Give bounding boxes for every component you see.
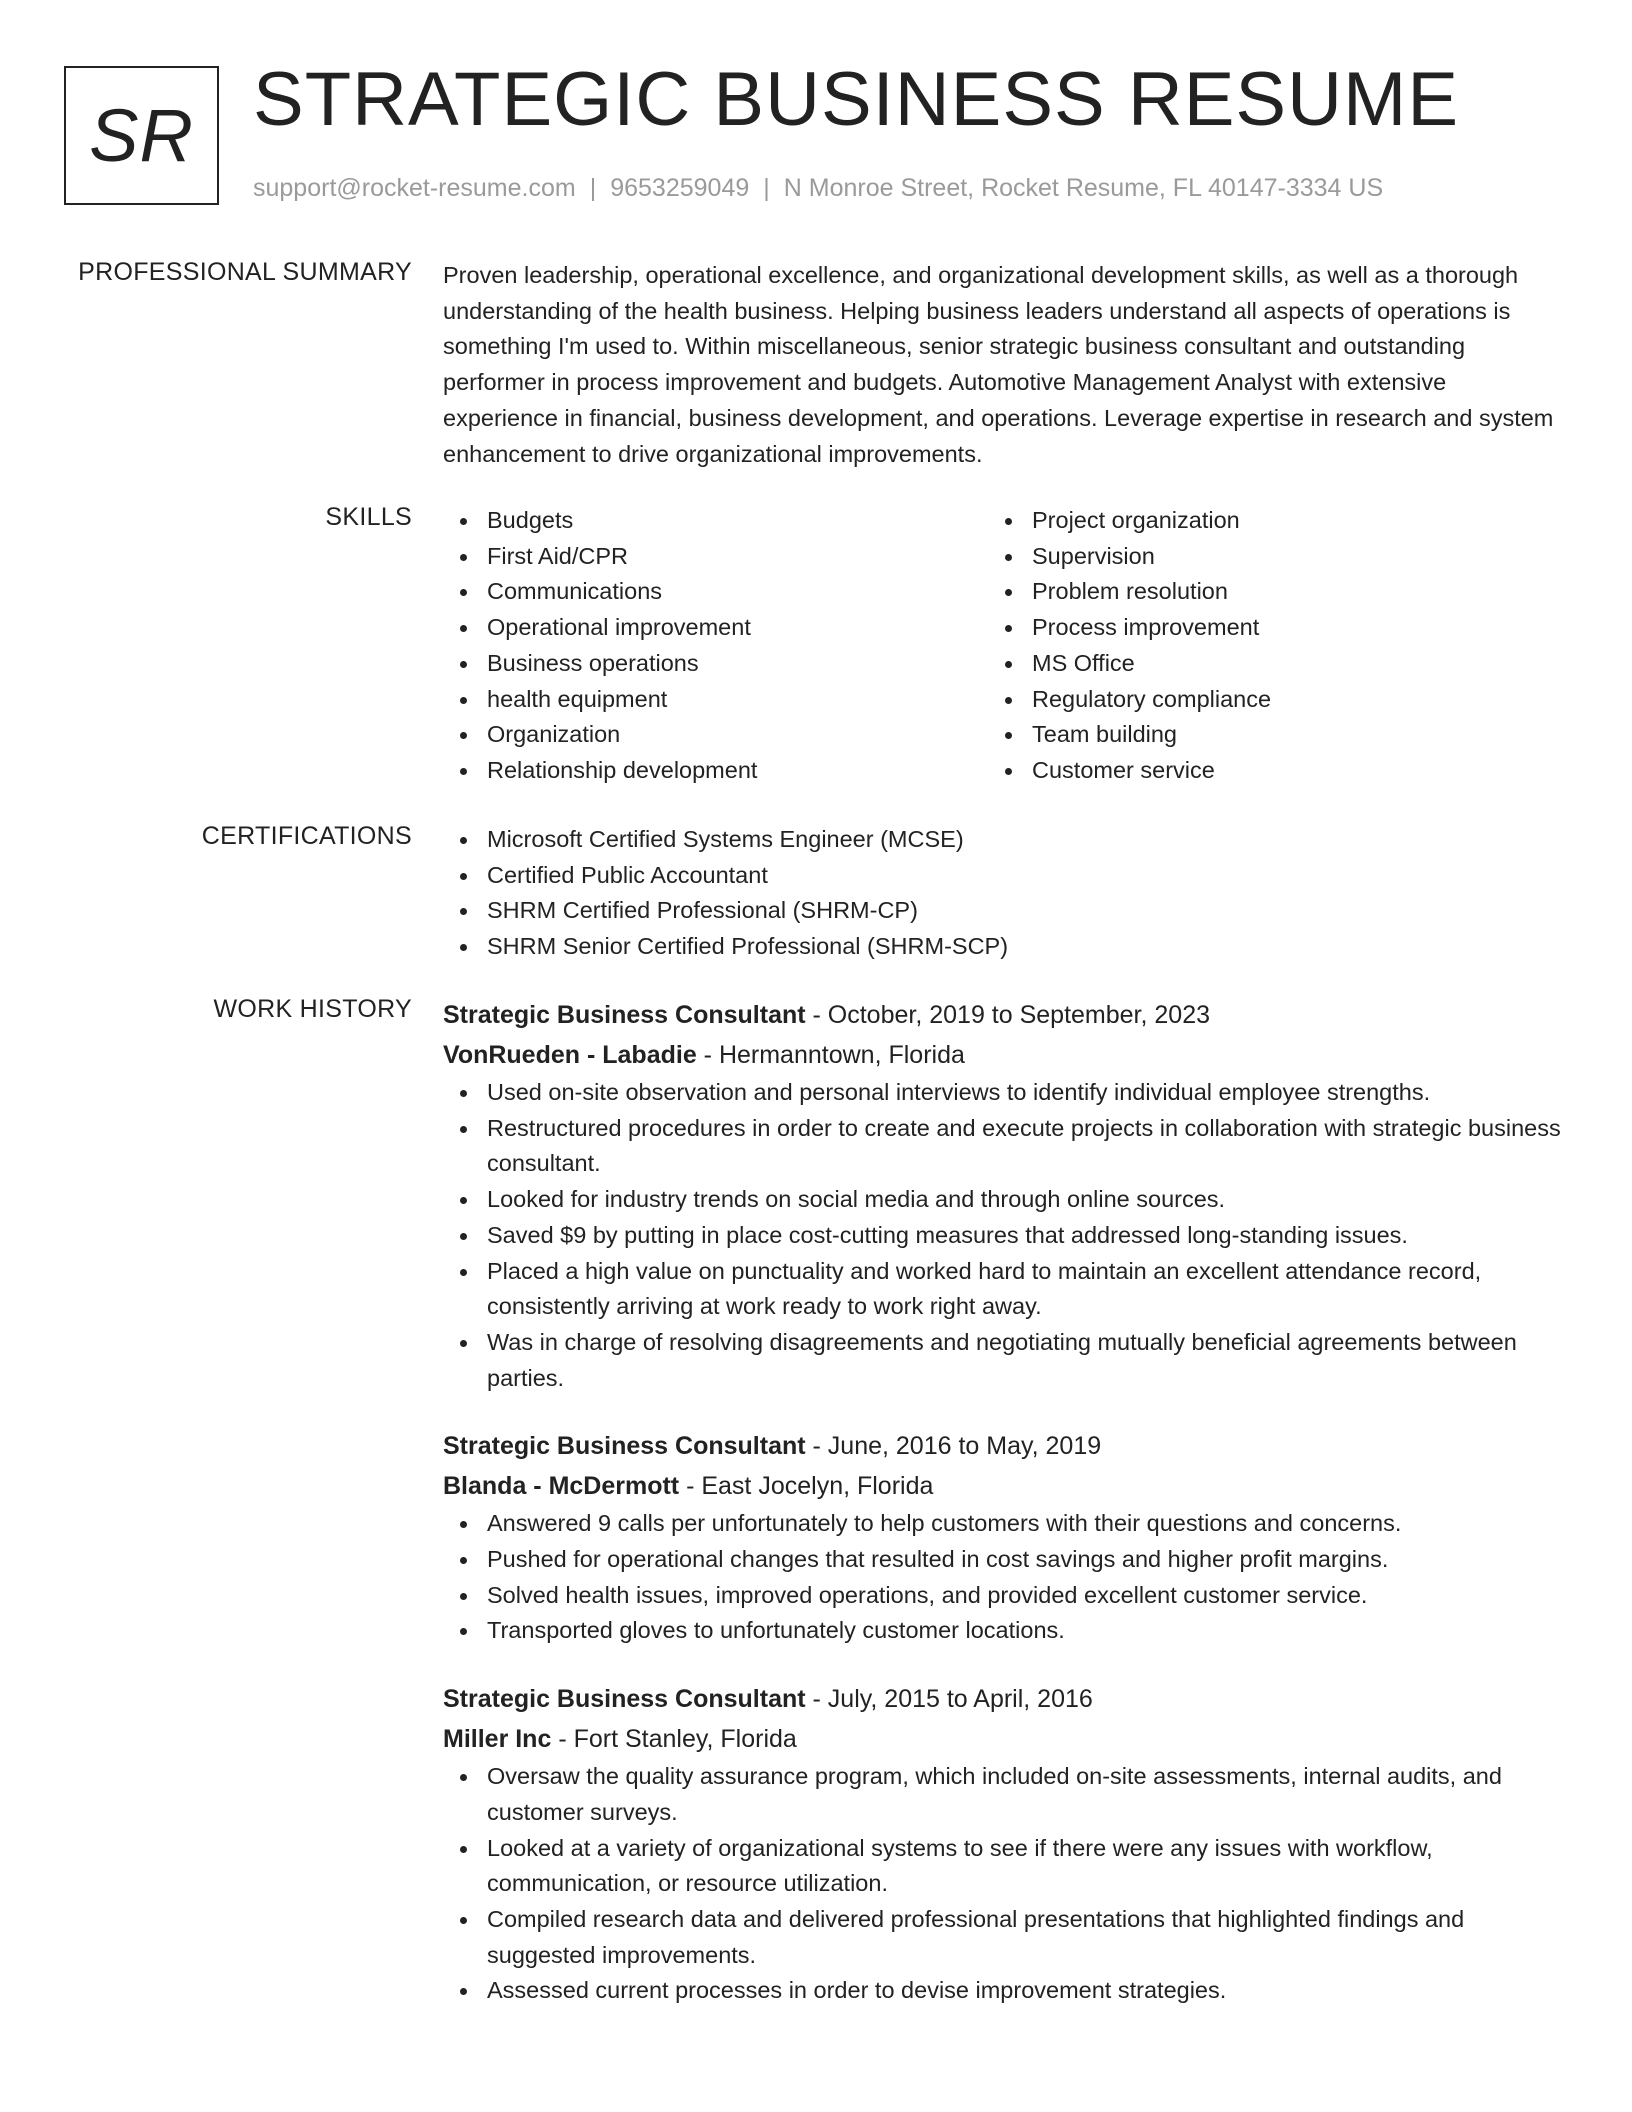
summary-text: Proven leadership, operational excellence, and organizational development skills, as well as a thorough understanding of the health business. Helping business leaders understand all aspects of operations is something I'm used to. Within miscellaneous, senior strategic business consultant and outstanding performer in process improvement and budgets. Automotive Management Analyst with extensive experience in financial, business development, and operations. Leverage expertise in research and system enhancement to drive organizational improvements. xyxy=(443,262,1554,467)
skill-item: Regulatory compliance xyxy=(988,682,1533,718)
section-label-certifications: CERTIFICATIONS xyxy=(201,822,412,850)
job-bullet: Oversaw the quality assurance program, which included on-site assessments, internal audits, and customer surveys. xyxy=(443,1759,1563,1830)
job-company-line xyxy=(443,1035,1563,1075)
job-bullets xyxy=(443,1759,1563,2009)
job-entry xyxy=(443,1679,1563,2009)
job-bullet: Used on-site observation and personal interviews to identify individual employee strengths. xyxy=(443,1075,1563,1111)
skill-item: Relationship development xyxy=(443,753,988,789)
skill-item: Project organization xyxy=(988,503,1533,539)
skill-item: Customer service xyxy=(988,753,1533,789)
certifications-body xyxy=(443,822,1563,965)
job-bullet: Assessed current processes in order to devise improvement strategies. xyxy=(443,1973,1563,2009)
job-dates: - June, 2016 to May, 2019 xyxy=(805,1432,1102,1461)
job-company-line xyxy=(443,1719,1563,1759)
section-label-skills: SKILLS xyxy=(325,503,412,531)
job-location: - Hermanntown, Florida xyxy=(696,1041,965,1069)
job-dates: - July, 2015 to April, 2016 xyxy=(805,1685,1093,1714)
monogram-logo: SR xyxy=(64,66,219,205)
job-bullet: Saved $9 by putting in place cost-cutting measures that addressed long-standing issues. xyxy=(443,1218,1563,1254)
skill-item: First Aid/CPR xyxy=(443,539,988,575)
job-title-line xyxy=(443,995,1563,1035)
job-location: - Fort Stanley, Florida xyxy=(551,1725,797,1754)
job-bullet: Restructured procedures in order to create and execute projects in collaboration with strategic business consultant. xyxy=(443,1111,1563,1182)
skill-item: health equipment xyxy=(443,682,988,718)
job-title: Strategic Business Consultant xyxy=(443,1001,806,1029)
job-company-line xyxy=(443,1466,1563,1506)
certification-item: SHRM Certified Professional (SHRM-CP) xyxy=(443,893,1563,929)
work-history-body xyxy=(443,995,1563,2009)
job-bullets xyxy=(443,1506,1563,1649)
certifications-list xyxy=(443,822,1563,965)
job-company: Blanda - McDermott xyxy=(443,1472,680,1501)
skill-item: Problem resolution xyxy=(988,574,1533,610)
section-label-work-history: WORK HISTORY xyxy=(213,995,412,1023)
job-bullet: Pushed for operational changes that resulted in cost savings and higher profit margins. xyxy=(443,1542,1563,1578)
skill-item: MS Office xyxy=(988,646,1533,682)
certification-item: Certified Public Accountant xyxy=(443,858,1563,894)
job-bullet: Looked for industry trends on social media and through online sources. xyxy=(443,1182,1563,1218)
contact-separator: | xyxy=(763,174,770,202)
certification-item: SHRM Senior Certified Professional (SHRM-SCP) xyxy=(443,929,1563,965)
skill-item: Business operations xyxy=(443,646,988,682)
skill-item: Supervision xyxy=(988,539,1533,575)
job-title-line xyxy=(443,1426,1563,1466)
job-bullets xyxy=(443,1075,1563,1396)
job-bullet: Solved health issues, improved operations, and provided excellent customer service. xyxy=(443,1578,1563,1614)
job-bullet: Looked at a variety of organizational systems to see if there were any issues with workflow, communication, or resource utilization. xyxy=(443,1831,1563,1902)
job-bullet: Answered 9 calls per unfortunately to help customers with their questions and concerns. xyxy=(443,1506,1563,1542)
job-dates: - October, 2019 to September, 2023 xyxy=(805,1001,1211,1029)
section-label-summary: PROFESSIONAL SUMMARY xyxy=(78,258,412,286)
job-company: Miller Inc xyxy=(443,1725,552,1754)
certification-item: Microsoft Certified Systems Engineer (MCSE) xyxy=(443,822,1563,858)
contact-separator: | xyxy=(589,174,597,202)
skill-item: Organization xyxy=(443,717,988,753)
job-title-line xyxy=(443,1679,1563,1719)
job-location: - East Jocelyn, Florida xyxy=(679,1472,934,1501)
job-bullet: Placed a high value on punctuality and worked hard to maintain an excellent attendance record, consistently arriving at work ready to work right away. xyxy=(443,1254,1563,1325)
job-bullet: Was in charge of resolving disagreements and negotiating mutually beneficial agreements between parties. xyxy=(443,1325,1563,1396)
job-title: Strategic Business Consultant xyxy=(443,1685,806,1714)
job-bullet: Transported gloves to unfortunately customer locations. xyxy=(443,1613,1563,1649)
job-entry xyxy=(443,1426,1563,1649)
contact-phone[interactable]: 9653259049 xyxy=(610,174,750,202)
skill-item: Operational improvement xyxy=(443,610,988,646)
job-title: Strategic Business Consultant xyxy=(443,1432,806,1461)
skills-body xyxy=(443,503,1563,789)
skills-list-left xyxy=(443,503,988,789)
skill-item: Process improvement xyxy=(988,610,1533,646)
skills-list-right xyxy=(988,503,1533,789)
skill-item: Communications xyxy=(443,574,988,610)
contact-email[interactable]: support@rocket-resume.com xyxy=(253,174,576,202)
skill-item: Team building xyxy=(988,717,1533,753)
summary-body xyxy=(443,258,1563,472)
skill-item: Budgets xyxy=(443,503,988,539)
contact-address: N Monroe Street, Rocket Resume, FL 40147-3334 US xyxy=(783,174,1384,202)
resume-title: STRATEGIC BUSINESS RESUME xyxy=(253,57,1460,142)
contact-line xyxy=(253,174,1383,203)
job-company: VonRueden - Labadie xyxy=(443,1041,697,1069)
job-entry xyxy=(443,995,1563,1396)
job-bullet: Compiled research data and delivered professional presentations that highlighted findings and suggested improvements. xyxy=(443,1902,1563,1973)
